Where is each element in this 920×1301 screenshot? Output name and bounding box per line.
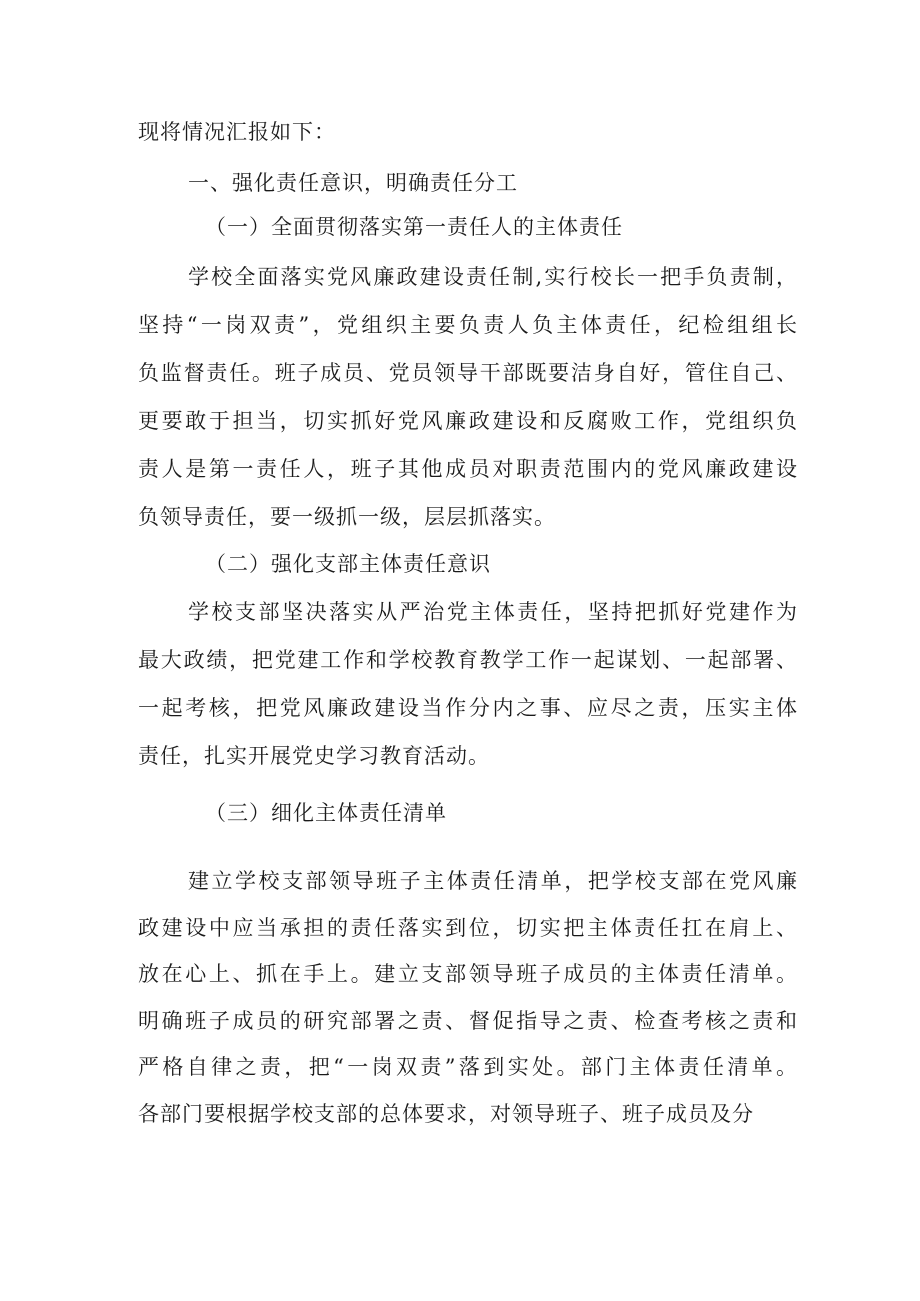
paragraph1-line: 学校全面落实党风廉政建设责任制,实行校长一把手负责制， bbox=[188, 265, 798, 289]
paragraph3-line: 明确班子成员的研究部署之责、督促指导之责、检查考核之责和 bbox=[138, 1009, 798, 1033]
paragraph3-line: 严格自律之责，把“一岗双责”落到实处。部门主体责任清单。 bbox=[138, 1055, 798, 1079]
paragraph3-line: 放在心上、抓在手上。建立支部领导班子成员的主体责任清单。 bbox=[138, 962, 798, 986]
subsection3-heading: （三）细化主体责任清单 bbox=[205, 801, 447, 825]
paragraph2-line: 责任，扎实开展党史学习教育活动。 bbox=[138, 744, 490, 768]
paragraph3-line: 建立学校支部领导班子主体责任清单，把学校支部在党风廉 bbox=[188, 869, 798, 893]
paragraph2-line: 最大政绩，把党建工作和学校教育教学工作一起谋划、一起部署、 bbox=[138, 648, 798, 672]
subsection1-heading: （一）全面贯彻落实第一责任人的主体责任 bbox=[205, 215, 623, 239]
paragraph1-line: 坚持“一岗双责”，党组织主要负责人负主体责任，纪检组组长 bbox=[138, 313, 798, 337]
paragraph1-line: 更要敢于担当，切实抓好党风廉政建设和反腐败工作，党组织负 bbox=[138, 409, 798, 433]
paragraph3-line: 政建设中应当承担的责任落实到位，切实把主体责任扛在肩上、 bbox=[138, 916, 798, 940]
paragraph3-line: 各部门要根据学校支部的总体要求，对领导班子、班子成员及分 bbox=[138, 1102, 754, 1126]
paragraph1-line: 责人是第一责任人，班子其他成员对职责范围内的党风廉政建设 bbox=[138, 457, 798, 481]
paragraph2-line: 一起考核，把党风廉政建设当作分内之事、应尽之责，压实主体 bbox=[138, 696, 798, 720]
paragraph2-line: 学校支部坚决落实从严治党主体责任，坚持把抓好党建作为 bbox=[188, 600, 798, 624]
paragraph1-line: 负监督责任。班子成员、党员领导干部既要洁身自好，管住自己、 bbox=[138, 361, 798, 385]
paragraph1-line: 负领导责任，要一级抓一级，层层抓落实。 bbox=[138, 505, 556, 529]
section1-heading: 一、强化责任意识，明确责任分工 bbox=[188, 171, 518, 195]
subsection2-heading: （二）强化支部主体责任意识 bbox=[205, 552, 491, 576]
intro-text: 现将情况汇报如下： bbox=[138, 120, 336, 144]
